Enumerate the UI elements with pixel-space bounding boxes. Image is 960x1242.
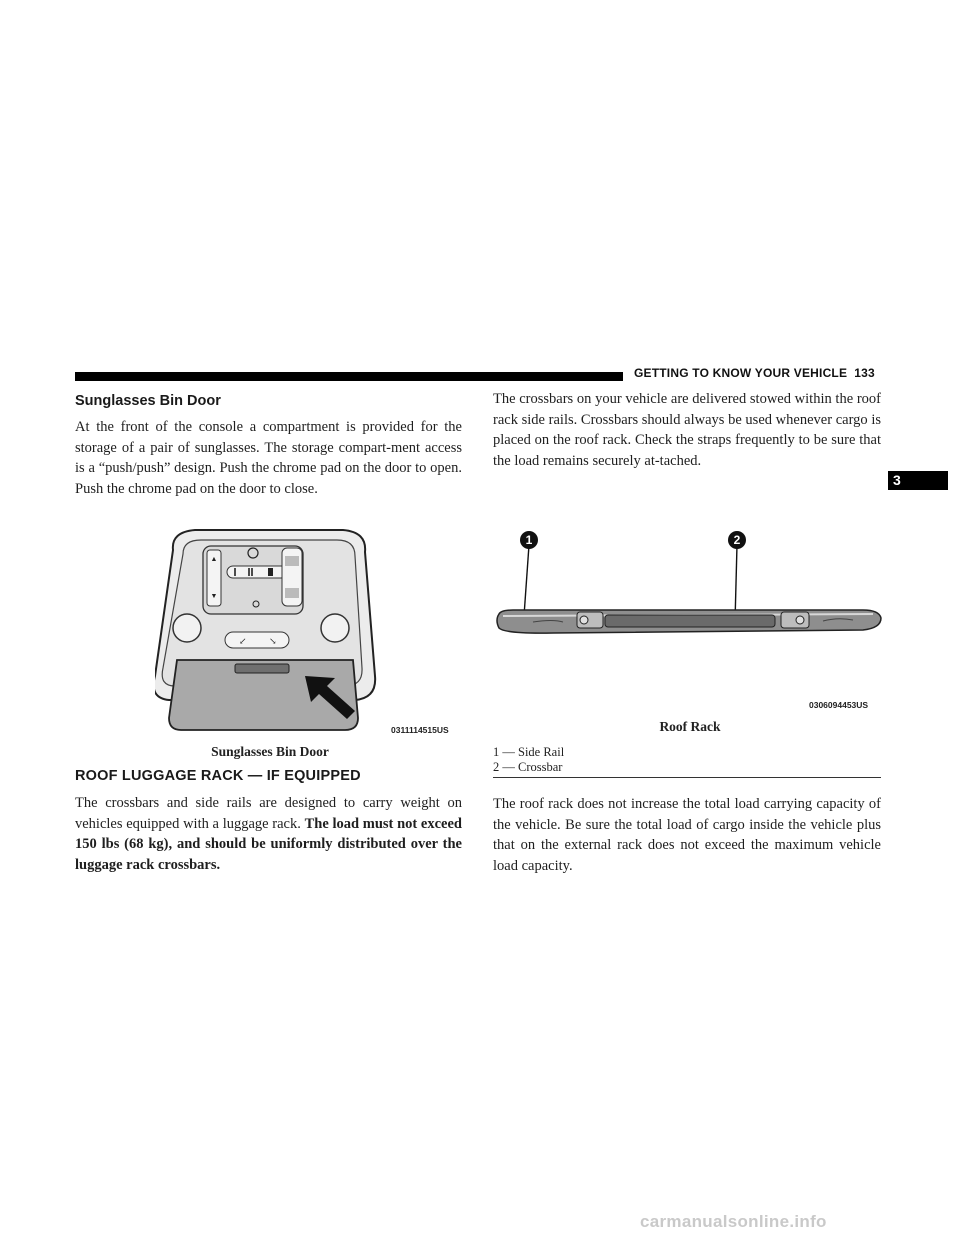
sunglasses-paragraph: At the front of the console a compartment is provided for the storage of a pair of sunglasses. The storage compart-ment access is a “push/push” design. Push the chrome pad on the door to open. Push the chrome pad on the door to close. [75,419,462,497]
svg-text:↘: ↘ [269,636,277,646]
page-number: 133 [854,366,875,380]
overhead-console-illustration [155,526,462,738]
header-rule [75,372,623,381]
roof-rack-paragraph-plain: The crossbars and side rails are designed to carry weight on vehicles equipped with a luggage rack. [75,795,462,832]
roof-rack-paragraph [75,793,462,875]
svg-text:↙: ↙ [239,636,247,646]
sunglasses-heading: Sunglasses Bin Door [75,393,221,409]
figure-code-roof-rack: 0306094453US [809,700,869,710]
sunglasses-figure [155,526,462,738]
roof-rack-figure [493,522,885,712]
figure-code-sunglasses: 0311114515US [391,725,449,735]
running-header [634,366,875,380]
svg-text:▼: ▼ [210,592,218,600]
load-capacity-paragraph: The roof rack does not increase the total load carrying capacity of the vehicle. Be sure the total load of cargo inside the vehicle plus that on the external rack does not exceed the maximum vehicle load capacity. [493,796,881,874]
roof-rack-legend [493,745,881,775]
legend-item-crossbar: 2 — Crossbar [493,760,563,774]
sunglasses-caption: Sunglasses Bin Door [211,744,329,759]
section-title: GETTING TO KNOW YOUR VEHICLE [634,366,848,380]
callout-2-label: 2 [733,533,741,547]
chapter-tab: 3 [888,471,948,490]
svg-text:▲: ▲ [210,555,218,563]
callout-1-label: 1 [525,533,533,547]
right-column [493,389,881,471]
roof-rack-load-warning: The load must not exceed 150 lbs (68 kg), and should be uniformly distributed over the luggage rack crossbars. [75,815,462,873]
roof-rack-heading: ROOF LUGGAGE RACK — IF EQUIPPED [75,768,361,784]
left-column [75,393,462,499]
roof-rack-caption: Roof Rack [659,719,721,734]
watermark: carmanualsonline.info [640,1212,827,1231]
roof-rack-illustration [493,522,885,712]
legend-item-side-rail: 1 — Side Rail [493,745,565,759]
crossbars-paragraph: The crossbars on your vehicle are delivered stowed within the roof rack side rails. Crossbars should always be used whenever cargo is placed on the roof rack. Check the straps frequently to be sure that the load remains securely at-tached. [493,391,881,469]
load-capacity-section [493,794,881,876]
roof-rack-section [75,768,462,875]
legend-divider [493,777,881,778]
